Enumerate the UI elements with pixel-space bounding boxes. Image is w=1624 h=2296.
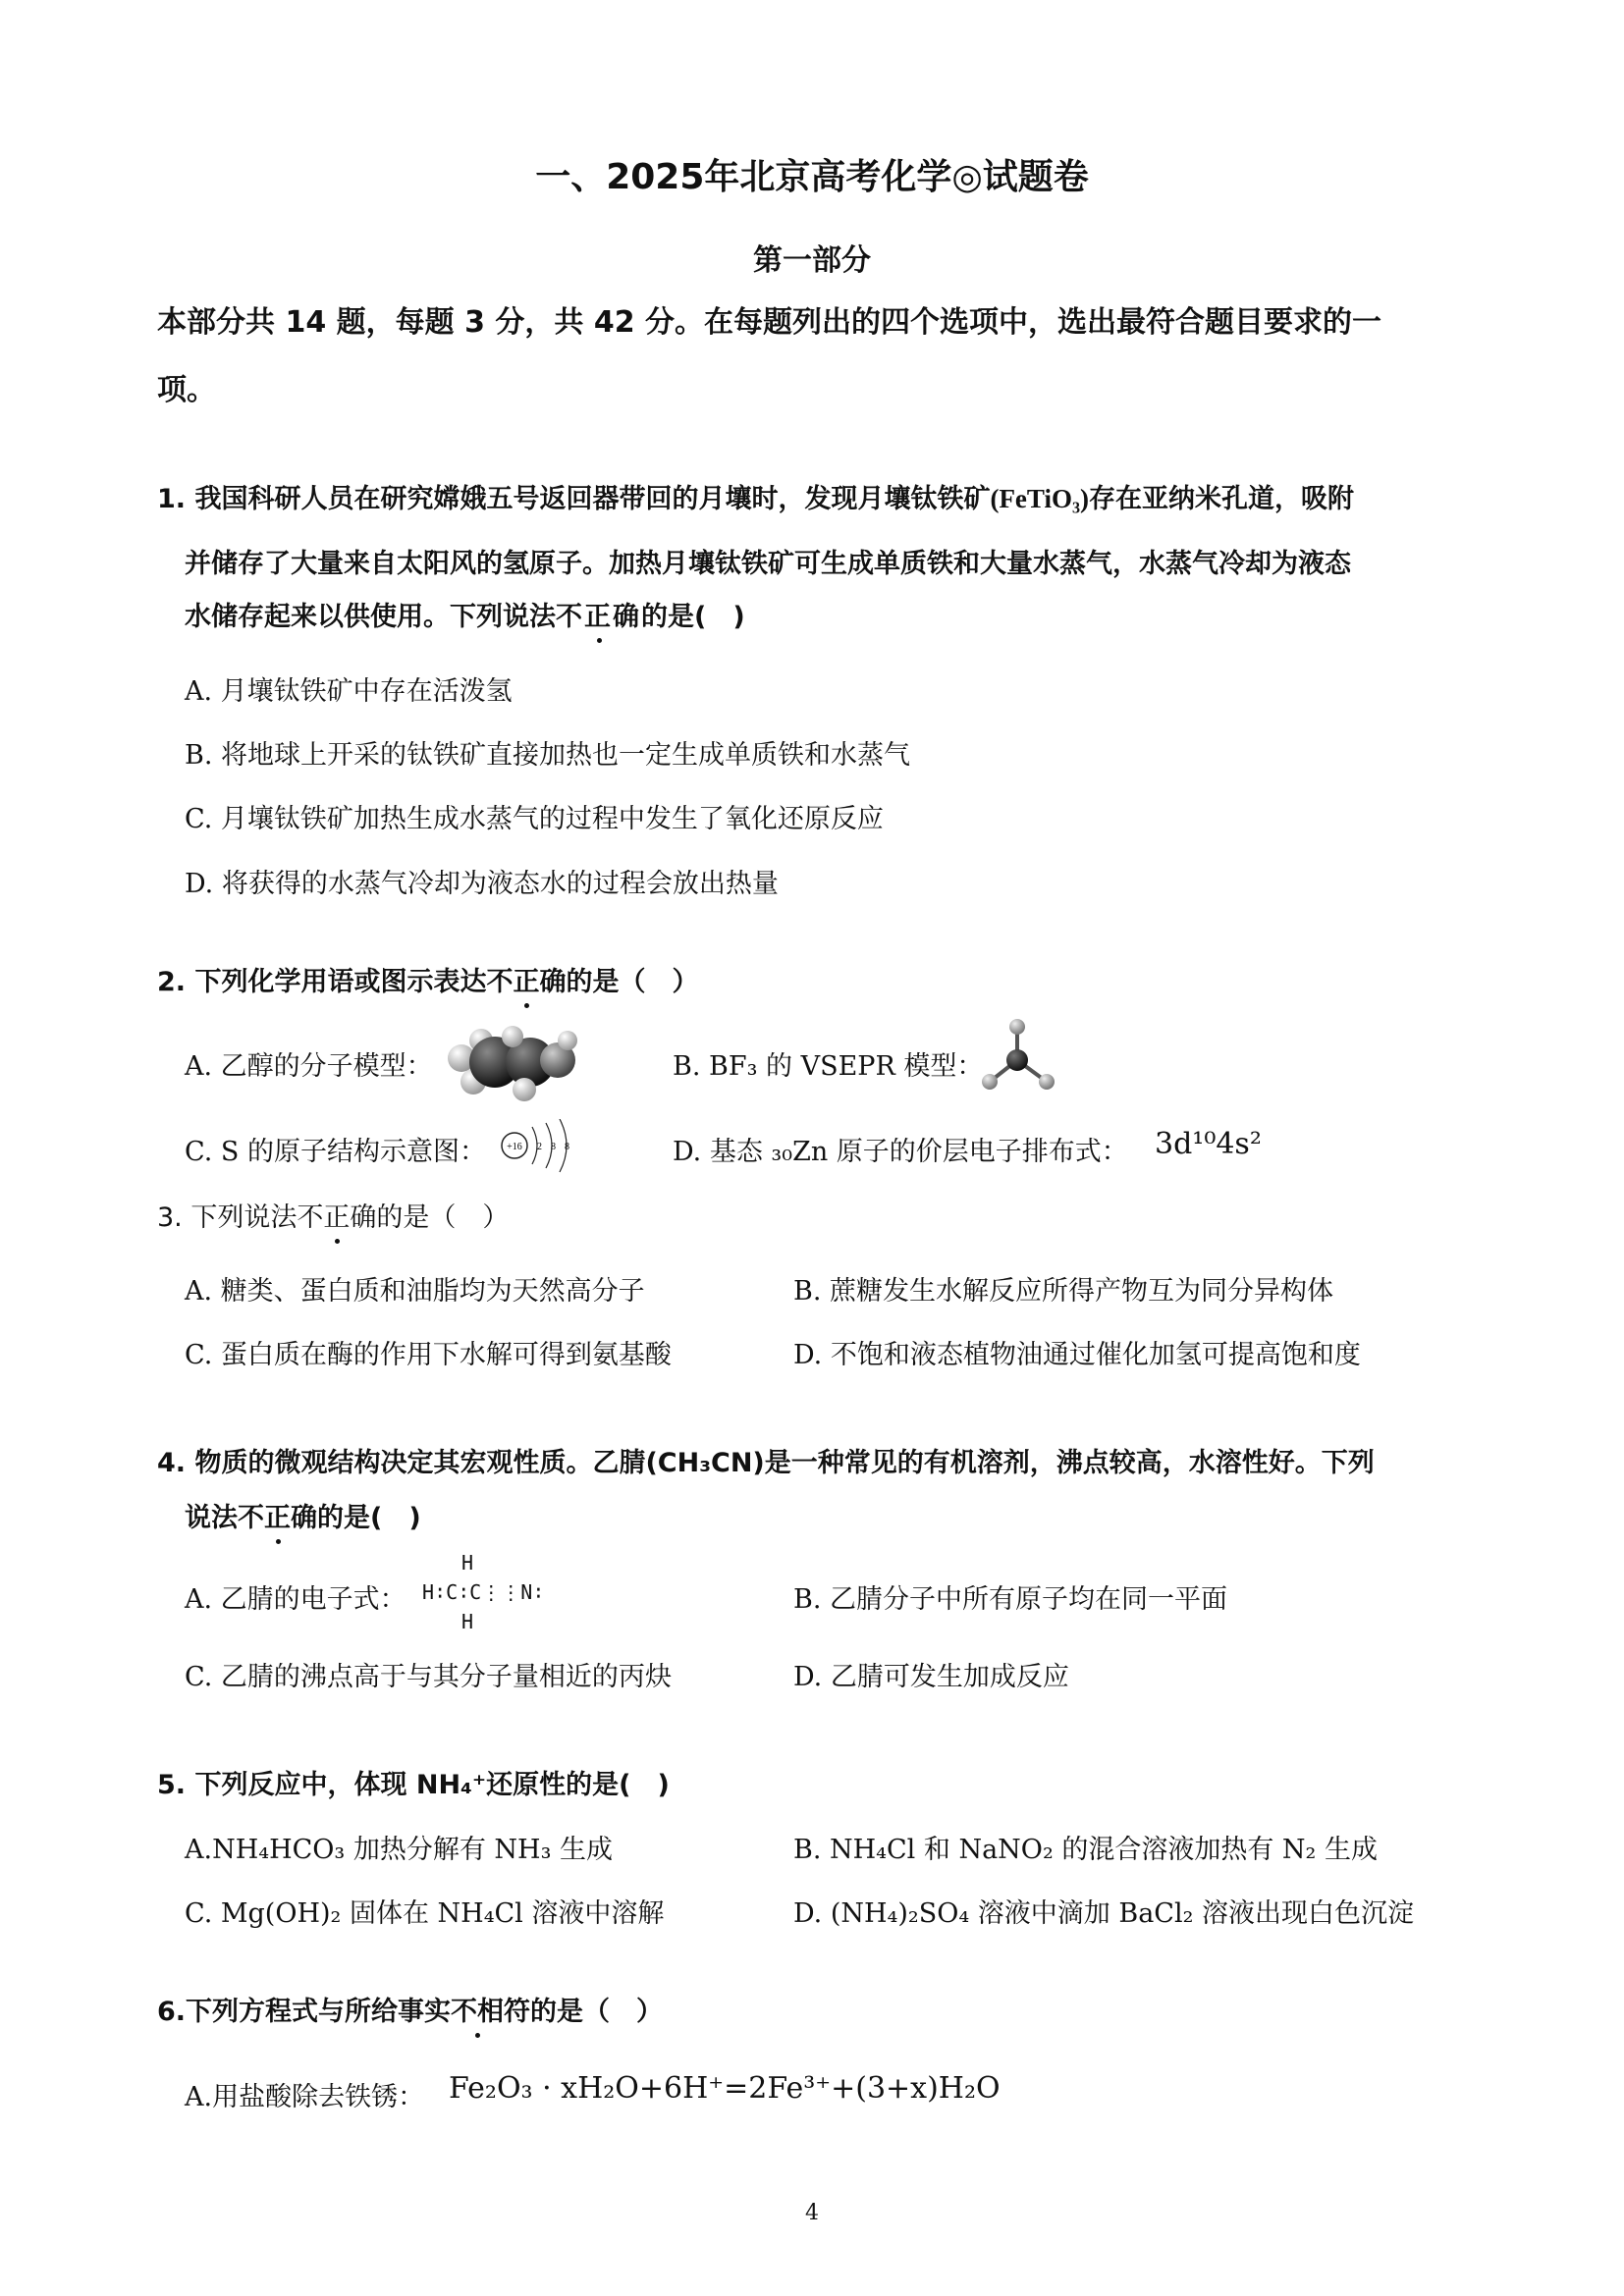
- q2-option-d[interactable]: D. 基态 ₃₀Zn 原子的价层电子排布式：: [673, 1137, 1128, 1167]
- q3-option-a[interactable]: A. 糖类、蛋白质和油脂均为天然高分子: [185, 1276, 645, 1307]
- q1-emphasis: 不正确: [556, 602, 641, 632]
- electron-formula-top-h: H: [461, 1551, 474, 1575]
- q5-option-c[interactable]: C. Mg(OH)₂ 固体在 NH₄Cl 溶液中溶解: [185, 1898, 665, 1929]
- q3-option-b[interactable]: B. 蔗糖发生水解反应所得产物互为同分异构体: [793, 1276, 1334, 1307]
- page-number: 4: [805, 2201, 819, 2225]
- q2-option-c[interactable]: C. S 的原子结构示意图：: [185, 1137, 486, 1167]
- q1-option-a[interactable]: A. 月壤钛铁矿中存在活泼氢: [185, 676, 513, 707]
- q4-option-a[interactable]: A. 乙腈的电子式：: [185, 1584, 406, 1615]
- q4-option-c[interactable]: C. 乙腈的沸点高于与其分子量相近的丙炔: [185, 1662, 672, 1692]
- q6-option-a[interactable]: A.用盐酸除去铁锈：: [185, 2082, 425, 2112]
- sulfur-atom-structure-diagram: [499, 1119, 593, 1176]
- q1-stem-line-3: 水储存起来以供使用。下列说法不正确的是( ): [185, 595, 745, 633]
- q1-option-d[interactable]: D. 将获得的水蒸气冷却为液态水的过程会放出热量: [185, 869, 779, 899]
- intro-line-1: 本部分共 14 题，每题 3 分，共 42 分。在每题列出的四个选项中，选出最符合题目要求的一: [157, 305, 1382, 340]
- shell-1-count: 2: [537, 1142, 542, 1152]
- electron-formula-bottom-h: H: [461, 1610, 474, 1633]
- acetonitrile-electron-formula: [422, 1551, 579, 1635]
- q1-stem-line-1: 1. 我国科研人员在研究嫦娥五号返回器带回的月壤时，发现月壤钛铁矿(FeTiO₃)存在亚纳米孔道，吸附: [157, 484, 1355, 514]
- q5-stem: 5. 下列反应中，体现 NH₄⁺还原性的是( ): [157, 1770, 670, 1800]
- shell-2-count: 8: [551, 1142, 556, 1152]
- page-title: 一、2025年北京高考化学◎试题卷: [535, 157, 1089, 197]
- q2-stem: 2. 下列化学用语或图示表达不正确的是（ ）: [157, 960, 698, 998]
- electron-formula-main: H∶C∶C⋮⋮N∶: [422, 1580, 545, 1604]
- q3-option-c[interactable]: C. 蛋白质在酶的作用下水解可得到氨基酸: [185, 1340, 672, 1370]
- zn-configuration-formula: 3d¹⁰4s²: [1155, 1127, 1262, 1161]
- q5-option-a[interactable]: A.NH₄HCO₃ 加热分解有 NH₃ 生成: [185, 1835, 613, 1865]
- q3-option-d[interactable]: D. 不饱和液态植物油通过催化加氢可提高饱和度: [793, 1340, 1361, 1370]
- q4-stem-line-1: 4. 物质的微观结构决定其宏观性质。乙腈(CH₃CN)是一种常见的有机溶剂，沸点较高，水溶性好。下列: [157, 1448, 1375, 1478]
- q4-stem-line-2: 说法不正确的是( ): [185, 1496, 421, 1534]
- q6-option-a-formula: Fe₂O₃ · xH₂O+6H⁺=2Fe³⁺+(3+x)H₂O: [449, 2071, 1001, 2106]
- q3-stem: 3. 下列说法不正确的是（ ）: [157, 1196, 509, 1234]
- ethanol-model-image: [444, 1021, 581, 1103]
- q1-stem-line-2: 并储存了大量来自太阳风的氢原子。加热月壤钛铁矿可生成单质铁和大量水蒸气，水蒸气冷却为液态: [185, 549, 1351, 579]
- intro-line-2: 项。: [157, 373, 216, 407]
- q1-option-c[interactable]: C. 月壤钛铁矿加热生成水蒸气的过程中发生了氧化还原反应: [185, 804, 884, 834]
- q4-option-d[interactable]: D. 乙腈可发生加成反应: [793, 1662, 1069, 1692]
- q1-option-b[interactable]: B. 将地球上开采的钛铁矿直接加热也一定生成单质铁和水蒸气: [185, 740, 911, 771]
- q2-option-b[interactable]: B. BF₃ 的 VSEPR 模型：: [673, 1051, 984, 1082]
- nucleus-label: +16: [507, 1142, 522, 1152]
- q6-stem: 6.下列方程式与所给事实不相符的是（ ）: [157, 1990, 663, 2028]
- q5-option-b[interactable]: B. NH₄Cl 和 NaNO₂ 的混合溶液加热有 N₂ 生成: [793, 1835, 1378, 1865]
- bf3-vsepr-model-image: [974, 1017, 1062, 1099]
- q5-option-d[interactable]: D. (NH₄)₂SO₄ 溶液中滴加 BaCl₂ 溶液出现白色沉淀: [793, 1898, 1414, 1929]
- section-heading: 第一部分: [753, 243, 871, 278]
- q4-option-b[interactable]: B. 乙腈分子中所有原子均在同一平面: [793, 1584, 1228, 1615]
- shell-3-count: 8: [565, 1142, 569, 1152]
- q2-option-a[interactable]: A. 乙醇的分子模型：: [185, 1051, 433, 1082]
